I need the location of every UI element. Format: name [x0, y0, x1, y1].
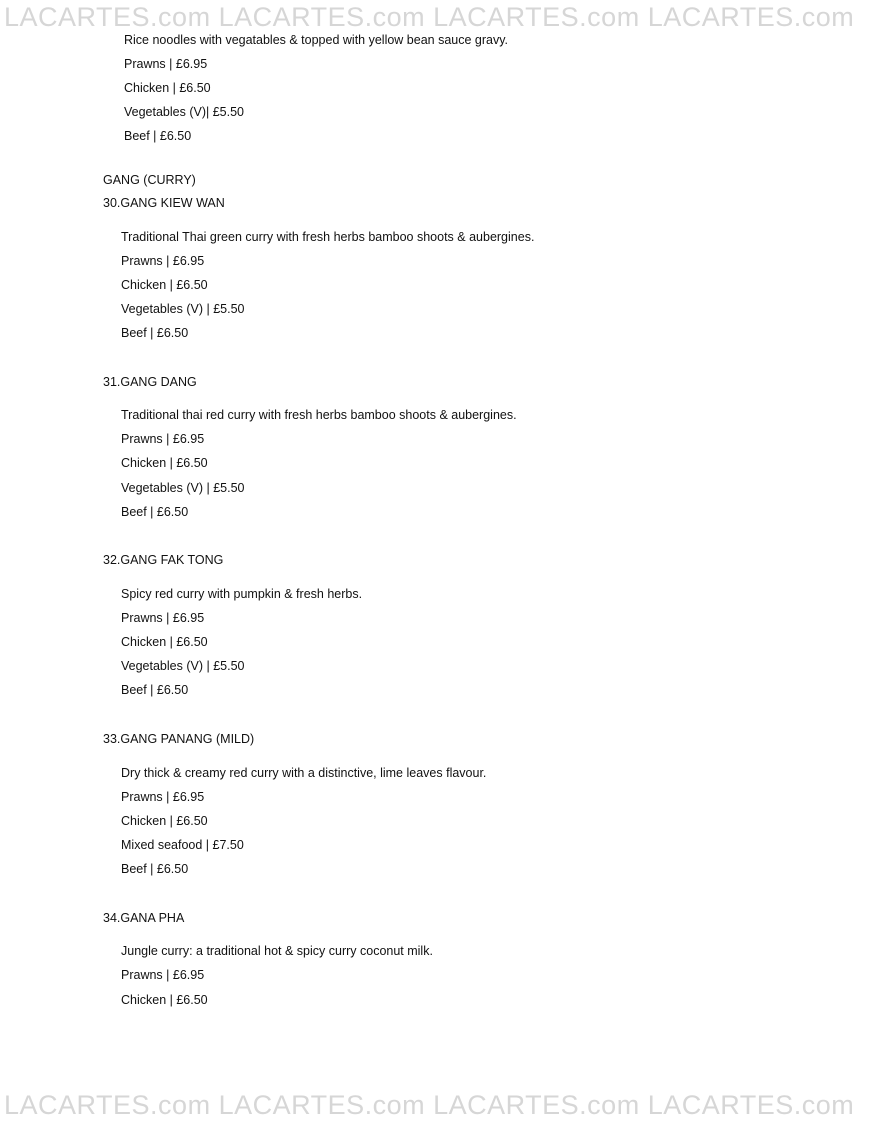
dish-price: Prawns | £6.95: [121, 611, 205, 625]
dish-price: Vegetables (V) | £5.50: [121, 302, 245, 316]
dish-price: Beef | £6.50: [121, 862, 189, 876]
dish-title: 30.GANG KIEW WAN: [103, 196, 225, 210]
dish-description: Traditional Thai green curry with fresh herbs bamboo shoots & aubergines.: [121, 230, 535, 244]
dish-description: Jungle curry: a traditional hot & spicy curry coconut milk.: [121, 944, 433, 958]
dish-price: Beef | £6.50: [121, 683, 189, 697]
dish-title: 31.GANG DANG: [103, 375, 197, 389]
dish-description: Spicy red curry with pumpkin & fresh herbs.: [121, 587, 363, 601]
dish-title: 32.GANG FAK TONG: [103, 553, 224, 567]
dish-description: Dry thick & creamy red curry with a distinctive, lime leaves flavour.: [121, 766, 487, 780]
dish-description: Traditional thai red curry with fresh herbs bamboo shoots & aubergines.: [121, 408, 517, 422]
intro-price-beef: Beef | £6.50: [124, 129, 192, 143]
intro-price-prawns: Prawns | £6.95: [124, 57, 208, 71]
dish-price: Chicken | £6.50: [121, 635, 208, 649]
intro-description: Rice noodles with vegatables & topped with yellow bean sauce gravy.: [124, 33, 509, 47]
dish-price: Chicken | £6.50: [121, 278, 208, 292]
dish-price: Mixed seafood | £7.50: [121, 838, 244, 852]
watermark-top: LACARTES.com LACARTES.com LACARTES.com LACARTES.com: [4, 2, 855, 32]
intro-price-vegetables: Vegetables (V)| £5.50: [124, 105, 244, 119]
dish-title: 34.GANA PHA: [103, 911, 185, 925]
dish-price: Beef | £6.50: [121, 326, 189, 340]
dish-price: Prawns | £6.95: [121, 790, 205, 804]
watermark-bottom: LACARTES.com LACARTES.com LACARTES.com LACARTES.com: [4, 1090, 855, 1120]
section-title: GANG (CURRY): [103, 173, 196, 187]
dish-price: Chicken | £6.50: [121, 456, 208, 470]
dish-price: Prawns | £6.95: [121, 254, 205, 268]
dish-price: Chicken | £6.50: [121, 814, 208, 828]
dish-title: 33.GANG PANANG (MILD): [103, 732, 255, 746]
intro-price-chicken: Chicken | £6.50: [124, 81, 211, 95]
dish-price: Vegetables (V) | £5.50: [121, 659, 245, 673]
dish-price: Prawns | £6.95: [121, 968, 205, 982]
dish-price: Vegetables (V) | £5.50: [121, 481, 245, 495]
dish-price: Chicken | £6.50: [121, 993, 208, 1007]
dish-price: Prawns | £6.95: [121, 432, 205, 446]
dish-price: Beef | £6.50: [121, 505, 189, 519]
